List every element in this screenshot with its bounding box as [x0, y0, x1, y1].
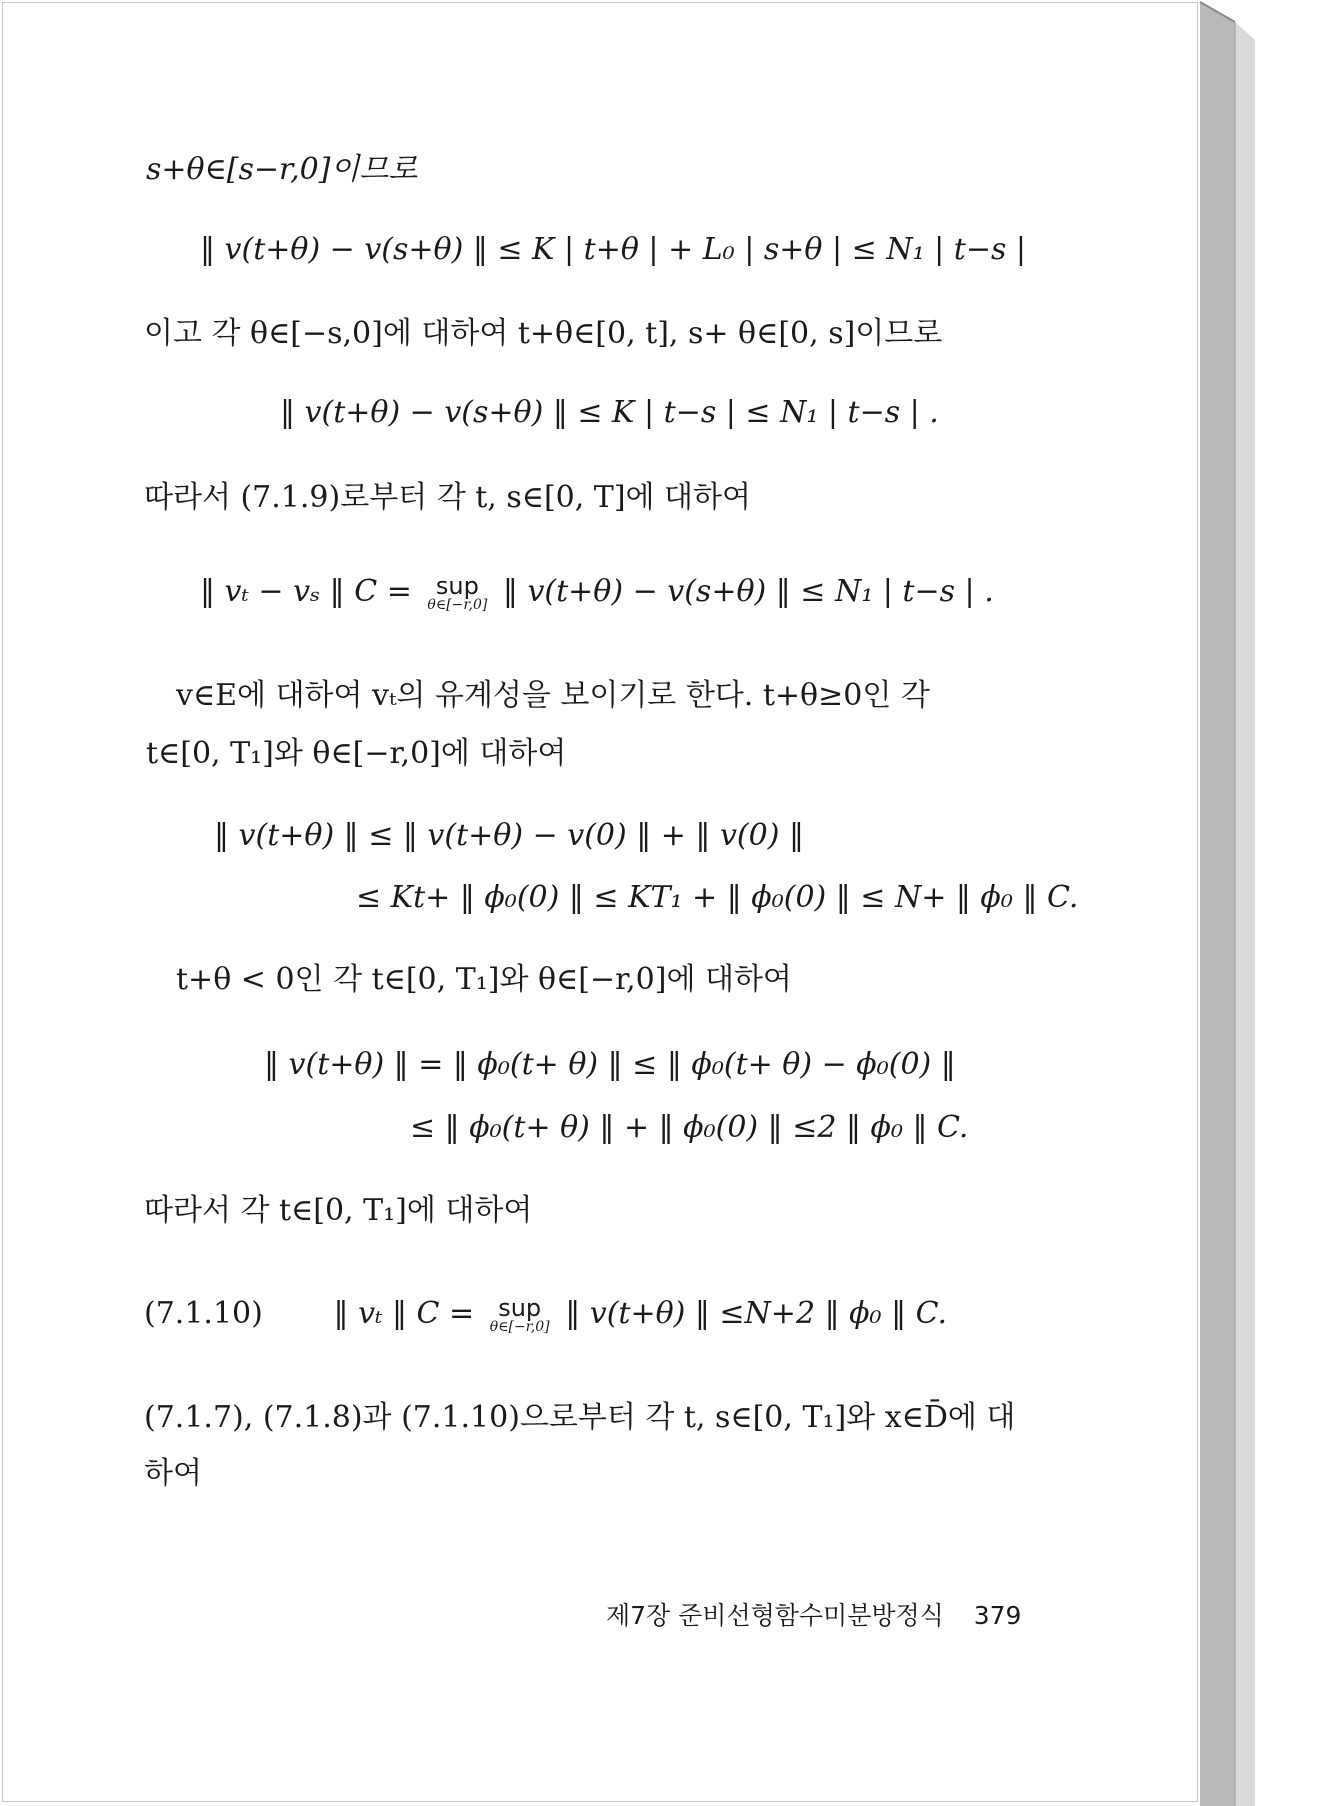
page-footer: [606, 1596, 1021, 1632]
eq-sup2-left: ‖ vₜ ‖ C =: [333, 1296, 475, 1331]
text-line-1: s+θ∈[s−r,0]이므로: [146, 152, 418, 187]
sup-op-2: sup: [498, 1294, 542, 1322]
text-line-15: 하여: [144, 1456, 202, 1491]
equation-line-11: ‖ v(t+θ) ‖ = ‖ ϕ₀(t+ θ) ‖ ≤ ‖ ϕ₀(t+ θ) − ϕ₀(0) ‖: [264, 1047, 956, 1082]
eq-sup1-right: ‖ v(t+θ) − v(s+θ) ‖ ≤ N₁ | t−s | .: [502, 574, 994, 609]
equation-line-4: ‖ v(t+θ) − v(s+θ) ‖ ≤ K | t−s | ≤ N₁ | t−s | .: [280, 395, 939, 430]
sup-op-1: sup: [435, 572, 479, 600]
text-line-5: 따라서 (7.1.9)로부터 각 t, s∈[0, T]에 대하여: [144, 480, 751, 515]
page-edge-shadow: [1195, 0, 1325, 1806]
text-line-6: v∈E에 대하여 vₜ의 유계성을 보이기로 한다. t+θ≥0인 각: [176, 678, 930, 713]
text-line-10: t+θ < 0인 각 t∈[0, T₁]와 θ∈[−r,0]에 대하여: [176, 962, 792, 997]
sup-sub-2: θ∈[−r,0]: [489, 1319, 550, 1335]
text-line-14: (7.1.7), (7.1.8)과 (7.1.10)으로부터 각 t, s∈[0, T₁]와 x∈D̄에 대: [144, 1400, 1016, 1435]
sup-operator-1: [427, 574, 487, 612]
sup-sub-1: θ∈[−r,0]: [427, 597, 488, 613]
text-line-7: t∈[0, T₁]와 θ∈[−r,0]에 대하여: [146, 736, 567, 771]
equation-line-12: ≤ ‖ ϕ₀(t+ θ) ‖ + ‖ ϕ₀(0) ‖ ≤2 ‖ ϕ₀ ‖ C.: [410, 1110, 969, 1145]
text-line-3: 이고 각 θ∈[−s,0]에 대하여 t+θ∈[0, t], s+ θ∈[0, s]이므로: [144, 316, 943, 351]
sup-operator-2: [490, 1296, 550, 1334]
equation-line-2: ‖ v(t+θ) − v(s+θ) ‖ ≤ K | t+θ | + L₀ | s+θ | ≤ N₁ | t−s |: [200, 232, 1027, 267]
eq-label-7-1-10: (7.1.10): [144, 1296, 263, 1331]
eq-sup2-right: ‖ v(t+θ) ‖ ≤N+2 ‖ ϕ₀ ‖ C.: [565, 1296, 948, 1331]
equation-sup-2: [144, 1296, 1044, 1334]
equation-line-8: ‖ v(t+θ) ‖ ≤ ‖ v(t+θ) − v(0) ‖ + ‖ v(0) ‖: [214, 818, 804, 853]
text-line-13: 따라서 각 t∈[0, T₁]에 대하여: [144, 1193, 533, 1228]
eq-sup1-left: ‖ vₜ − vₛ ‖ C =: [200, 574, 412, 609]
equation-line-9: ≤ Kt+ ‖ ϕ₀(0) ‖ ≤ KT₁ + ‖ ϕ₀(0) ‖ ≤ N+ ‖ ϕ₀ ‖ C.: [356, 880, 1079, 915]
footer-page-number: 379: [973, 1601, 1022, 1630]
equation-sup-1: [200, 574, 994, 612]
footer-chapter: 제7장 준비선형함수미분방정식: [606, 1601, 944, 1630]
